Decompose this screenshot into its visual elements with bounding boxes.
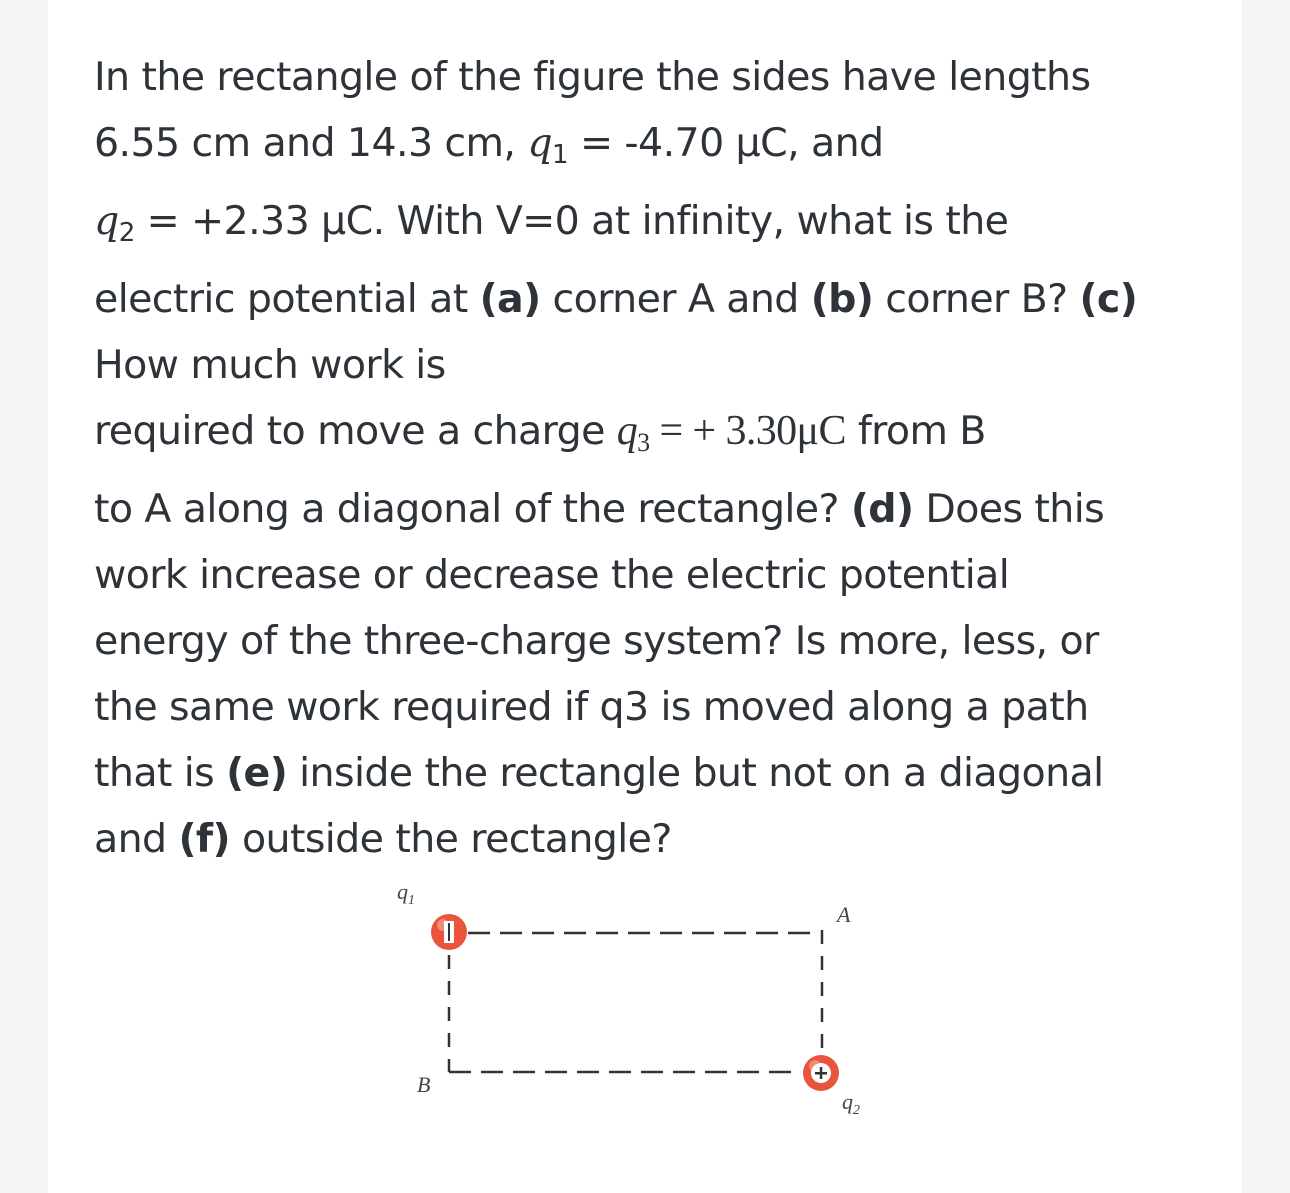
question-line: In the rectangle of the figure the sides have lengths xyxy=(94,54,1091,100)
q3-expression: $q_3$ = + 3.30μC xyxy=(616,408,846,457)
part-label-b: (b) xyxy=(810,276,874,322)
part-label-d: (d) xyxy=(850,486,914,532)
question-line: that is (e) inside the rectangle but not on a diagonal xyxy=(94,750,1104,796)
question-line: the same work required if q3 is moved along a path xyxy=(94,684,1089,730)
q1-charge xyxy=(431,914,467,950)
q1-symbol: q xyxy=(527,120,553,166)
part-label-c: (c) xyxy=(1079,276,1138,322)
part-label-e: (e) xyxy=(226,750,288,796)
q1-label: $q_1$ xyxy=(397,879,415,908)
question-line: energy of the three-charge system? Is more, less, or xyxy=(94,618,1099,664)
question-line: 6.55 cm and 14.3 cm, $q_1 = -4.70$ μC, and xyxy=(94,120,884,170)
corner-b-label: B xyxy=(417,1072,431,1097)
corner-a-label: A xyxy=(837,902,851,927)
question-line: How much work is xyxy=(94,342,446,388)
q2-charge xyxy=(803,1055,839,1091)
question-line: and (f) outside the rectangle? xyxy=(94,816,672,862)
q2-symbol: q xyxy=(94,198,119,244)
question-line: electric potential at (a) corner A and (b) corner B? (c) xyxy=(94,276,1138,322)
part-label-a: (a) xyxy=(479,276,541,322)
part-label-f: (f) xyxy=(178,816,230,862)
q2-label: $q_2$ xyxy=(842,1089,860,1118)
question-line: required to move a charge $q_3$ = + 3.30μC from B xyxy=(94,408,986,457)
question-line: $q_2 = +2.33$ μC. With V=0 at infinity, what is the xyxy=(94,198,1009,248)
question-line: to A along a diagonal of the rectangle? (d) Does this xyxy=(94,486,1105,532)
question-line: work increase or decrease the electric potential xyxy=(94,552,1010,598)
